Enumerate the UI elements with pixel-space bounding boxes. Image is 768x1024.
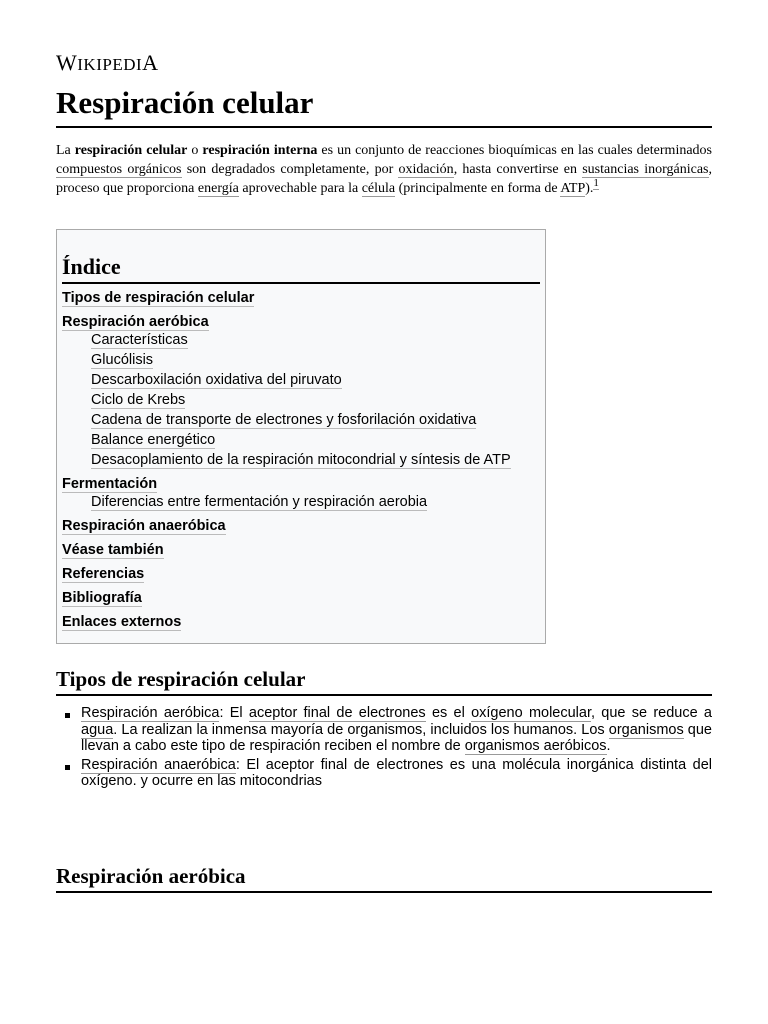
list-text: que llevan a cabo este tipo de respiración reciben el nombre de	[81, 721, 712, 754]
toc-subitem[interactable]	[62, 350, 511, 370]
lead-bold-term: respiración celular	[74, 143, 188, 158]
link-organismos[interactable]: organismos	[608, 721, 684, 738]
link-agua[interactable]: agua	[81, 721, 114, 738]
wikipedia-wordmark: WIKIPEDIA	[56, 50, 159, 75]
list-text: . La realizan la inmensa mayoría de organismos, incluidos los humanos. Los	[113, 721, 609, 738]
toc-item-label: Ciclo de Krebs	[91, 392, 186, 408]
toc-item[interactable]	[62, 312, 511, 332]
toc-subitem[interactable]	[62, 330, 511, 350]
lead-paragraph	[56, 141, 712, 198]
link-energia[interactable]: energía	[197, 181, 239, 196]
toc-item-label: Respiración anaeróbica	[62, 518, 226, 534]
toc-subitem[interactable]	[62, 430, 511, 450]
lead-text: es un conjunto de reacciones bioquímicas en las cuales determinados	[317, 143, 713, 158]
toc-item-label: Desacoplamiento de la respiración mitocondrial y síntesis de ATP	[91, 452, 511, 468]
toc-item-label: Balance energético	[91, 432, 216, 448]
lead-text: ).	[585, 181, 594, 196]
link-atp[interactable]: ATP	[560, 181, 586, 196]
page-title: Respiración celular	[56, 82, 712, 128]
link-respiracion-anaerobica[interactable]: Respiración anaeróbica	[81, 756, 236, 773]
link-celula[interactable]: célula	[361, 181, 396, 196]
section-heading-tipos: Tipos de respiración celular	[56, 664, 712, 696]
toc-item-label: Cadena de transporte de electrones y fosforilación oxidativa	[91, 412, 477, 428]
toc-item-label: Referencias	[62, 566, 145, 582]
reference-link[interactable]: 1	[593, 177, 599, 190]
list-text: : El	[219, 705, 249, 721]
section-heading-aerobica: Respiración aeróbica	[56, 861, 712, 893]
toc-item-label: Véase también	[62, 542, 164, 558]
toc-item-label: Glucólisis	[91, 352, 154, 368]
types-list	[56, 705, 712, 792]
list-item	[56, 757, 712, 790]
toc-item-label: Enlaces externos	[62, 614, 182, 630]
lead-bold-term: respiración interna	[202, 143, 318, 158]
list-item	[56, 705, 712, 755]
link-oxidacion[interactable]: oxidación	[398, 162, 454, 177]
toc-item[interactable]	[62, 474, 511, 494]
table-of-contents	[56, 229, 546, 644]
lead-text: o	[187, 143, 203, 158]
toc-item[interactable]	[62, 588, 511, 608]
toc-item[interactable]	[62, 612, 511, 632]
toc-item-label: Bibliografía	[62, 590, 142, 606]
link-aceptor-final[interactable]: aceptor final de electrones	[248, 705, 426, 721]
link-organismos-aerobicos[interactable]: organismos aeróbicos	[464, 738, 607, 754]
toc-subitem[interactable]	[62, 390, 511, 410]
wikipedia-logo[interactable]	[56, 50, 159, 76]
toc-item-label: Tipos de respiración celular	[62, 290, 255, 306]
list-text: .	[606, 738, 611, 754]
toc-title: Índice	[62, 252, 540, 284]
toc-item[interactable]	[62, 516, 511, 536]
toc-item-label: Fermentación	[62, 476, 158, 492]
toc-item-label: Descarboxilación oxidativa del piruvato	[91, 372, 342, 388]
link-respiracion-aerobica[interactable]: Respiración aeróbica	[81, 705, 220, 721]
lead-text: (principalmente en forma de	[395, 181, 561, 196]
list-text: es el	[425, 705, 472, 721]
lead-text: , hasta convertirse en	[453, 162, 583, 177]
lead-text: son degradados completamente, por	[181, 162, 399, 177]
toc-subitem[interactable]	[62, 450, 511, 470]
toc-item-label: Características	[91, 332, 188, 348]
list-text: , que se reduce a	[591, 705, 712, 721]
lead-text: aprovechable para la	[238, 181, 362, 196]
link-sustancias-inorganicas[interactable]: sustancias inorgánicas	[582, 162, 709, 177]
toc-item[interactable]	[62, 564, 511, 584]
link-oxigeno-molecular[interactable]: oxígeno molecular	[471, 705, 591, 721]
toc-subitem[interactable]	[62, 492, 511, 512]
toc-item-label: Respiración aeróbica	[62, 314, 209, 330]
toc-item[interactable]	[62, 288, 511, 308]
toc-list	[62, 288, 511, 632]
toc-item-label: Diferencias entre fermentación y respiración aerobia	[91, 494, 428, 510]
lead-text: La	[56, 143, 75, 158]
toc-item[interactable]	[62, 540, 511, 560]
lead-text: , proceso que proporciona	[56, 162, 712, 196]
list-text: : El aceptor final de electrones es una molécula inorgánica distinta del oxígeno. y ocurre en las mitocondrias	[81, 756, 713, 789]
toc-subitem[interactable]	[62, 410, 511, 430]
link-compuestos-organicos[interactable]: compuestos orgánicos	[56, 162, 182, 177]
toc-subitem[interactable]	[62, 370, 511, 390]
